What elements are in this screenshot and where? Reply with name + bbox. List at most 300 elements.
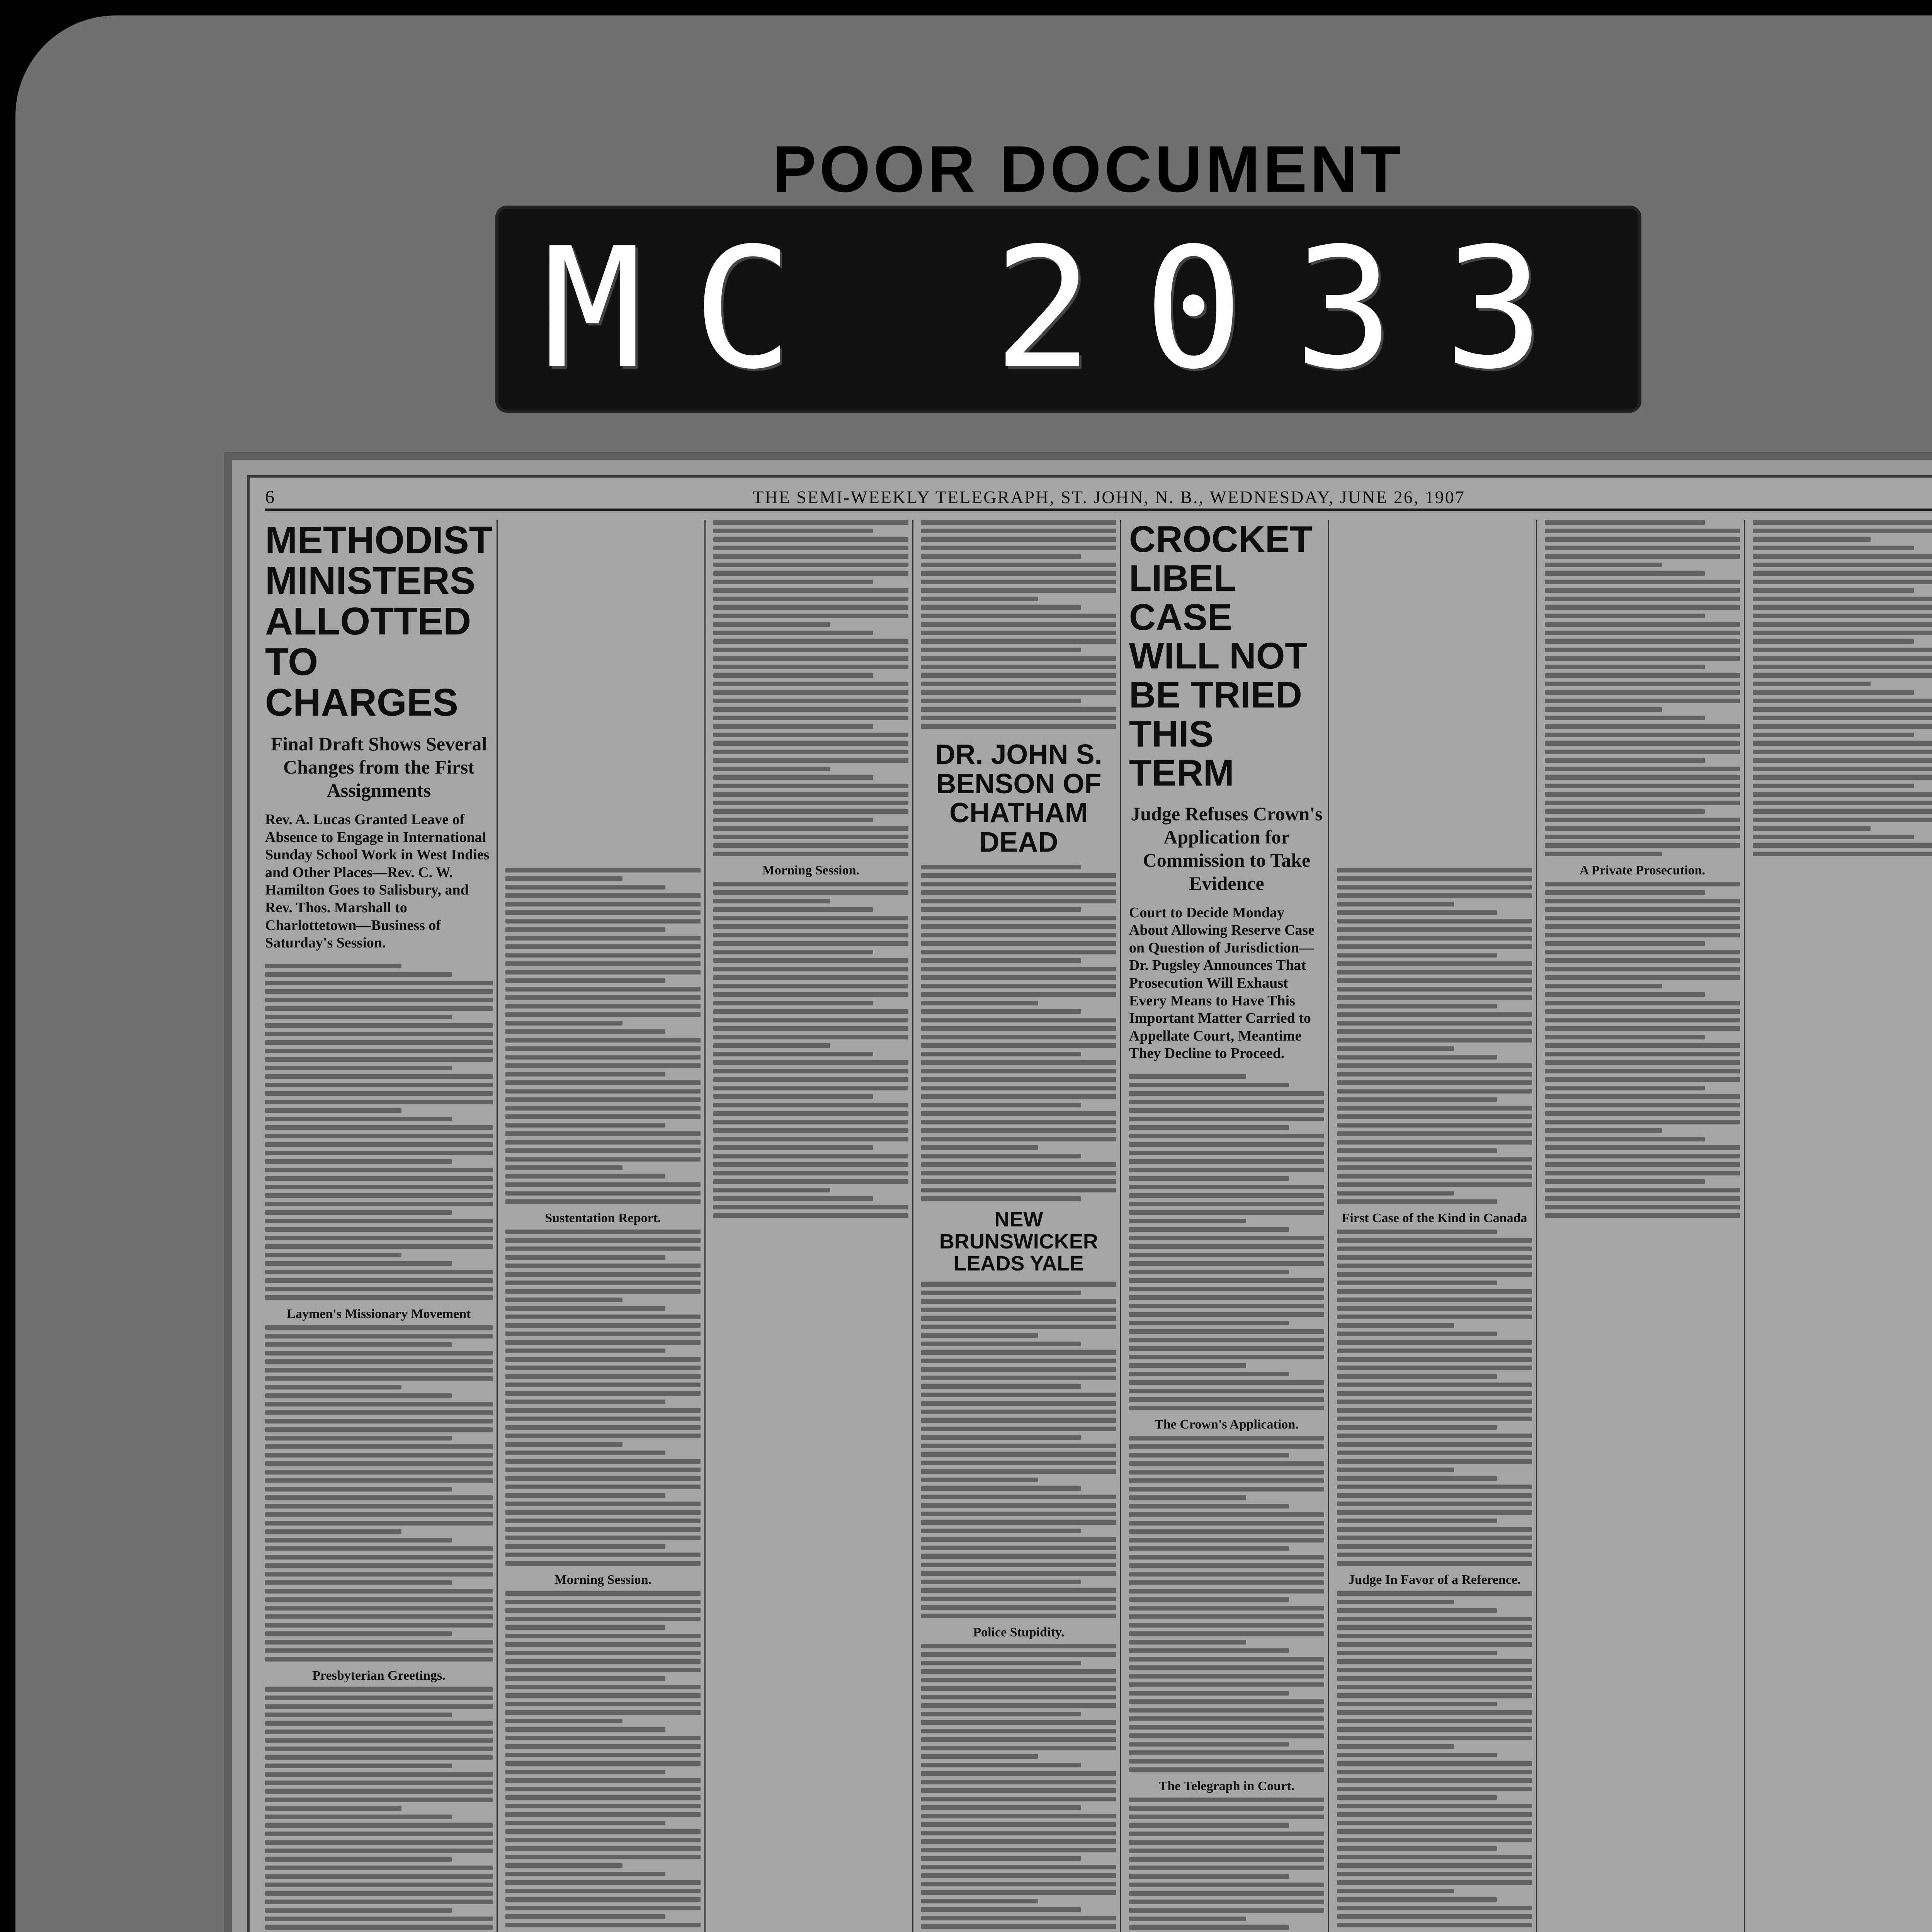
text-line xyxy=(921,699,1081,703)
text-line xyxy=(921,1563,1116,1567)
text-line xyxy=(921,1154,1081,1158)
text-line xyxy=(1337,1897,1497,1902)
text-line xyxy=(1337,1400,1532,1404)
text-line xyxy=(1337,876,1532,881)
text-line xyxy=(265,1295,493,1300)
text-line xyxy=(1337,1846,1497,1851)
text-line xyxy=(1753,809,1932,814)
text-line xyxy=(1337,1468,1454,1472)
text-line xyxy=(265,1376,493,1381)
text-line xyxy=(265,1908,452,1913)
text-line xyxy=(921,563,1116,567)
text-line xyxy=(265,1657,493,1662)
text-line xyxy=(921,1359,1116,1363)
text-line xyxy=(265,1015,452,1019)
text-line xyxy=(921,1410,1116,1414)
text-line xyxy=(1753,571,1932,576)
text-line xyxy=(505,1872,665,1876)
text-line xyxy=(713,1052,873,1056)
text-line xyxy=(921,873,1116,878)
text-line xyxy=(921,1614,1116,1618)
text-line xyxy=(921,1137,1116,1141)
text-line xyxy=(505,1199,701,1204)
text-line xyxy=(713,605,908,610)
text-line xyxy=(1337,919,1532,923)
text-line xyxy=(1129,1538,1324,1543)
text-line xyxy=(505,1080,701,1085)
text-line xyxy=(505,1255,665,1260)
text-line xyxy=(265,1580,452,1585)
text-line xyxy=(713,1111,908,1116)
text-line xyxy=(1129,1478,1324,1483)
section-private-prosecution: A Private Prosecution. xyxy=(1579,863,1706,878)
text-line xyxy=(265,1832,493,1836)
text-line xyxy=(921,950,1116,954)
text-line xyxy=(265,1538,452,1543)
text-line xyxy=(505,1417,701,1421)
text-line xyxy=(505,1519,701,1523)
text-line xyxy=(713,801,908,805)
text-line xyxy=(921,1652,1116,1657)
text-line xyxy=(265,1125,493,1130)
col4-body-c xyxy=(921,1282,1116,1618)
col6-body-b xyxy=(1337,1230,1532,1566)
text-line xyxy=(1545,656,1740,661)
text-line xyxy=(1129,1759,1324,1764)
text-line xyxy=(713,809,908,814)
text-line xyxy=(265,1823,493,1828)
text-line xyxy=(1545,529,1740,533)
text-line xyxy=(1129,1849,1324,1853)
text-line xyxy=(1129,1716,1324,1721)
text-line xyxy=(1337,1063,1532,1068)
text-line xyxy=(921,907,1081,912)
text-line xyxy=(921,1308,1116,1312)
text-line xyxy=(1129,1074,1246,1079)
text-line xyxy=(1337,1855,1532,1859)
newspaper-page xyxy=(232,460,1932,1932)
masthead-title: THE SEMI-WEEKLY TELEGRAPH, ST. JOHN, N. B., WEDNESDAY, JUNE 26, 1907 xyxy=(753,487,1465,507)
text-line xyxy=(1545,1111,1740,1116)
text-line xyxy=(713,1205,908,1209)
text-line xyxy=(505,1366,701,1370)
text-line xyxy=(265,1648,493,1653)
text-line xyxy=(505,1485,701,1489)
text-line xyxy=(921,1537,1116,1542)
text-line xyxy=(265,989,493,994)
text-line xyxy=(713,792,908,797)
text-line xyxy=(505,1459,701,1464)
text-line xyxy=(1545,648,1740,652)
text-line xyxy=(1129,1682,1324,1687)
text-line xyxy=(265,1614,493,1619)
text-line xyxy=(713,784,908,788)
text-line xyxy=(921,924,1116,929)
text-line xyxy=(505,1383,701,1387)
text-line xyxy=(505,1544,665,1549)
text-line xyxy=(1545,992,1705,997)
text-line xyxy=(1337,1199,1497,1204)
text-line xyxy=(265,1278,493,1283)
text-line xyxy=(505,1425,701,1430)
text-line xyxy=(1753,818,1932,822)
text-line xyxy=(1337,1230,1497,1234)
text-line xyxy=(1337,1425,1497,1430)
text-line xyxy=(921,1094,1116,1099)
text-line xyxy=(1753,852,1932,856)
text-line xyxy=(713,975,908,980)
text-line xyxy=(1337,1527,1532,1532)
text-line xyxy=(505,987,701,992)
text-line xyxy=(505,1493,665,1498)
benson-headline: DR. JOHN S. BENSON OF CHATHAM DEAD xyxy=(935,739,1102,858)
text-line xyxy=(505,1046,701,1051)
text-line xyxy=(1129,1699,1324,1704)
text-line xyxy=(713,984,908,988)
text-line xyxy=(713,882,908,886)
text-line xyxy=(505,1323,701,1328)
text-line xyxy=(1129,1823,1289,1828)
masthead xyxy=(265,485,1932,511)
text-line xyxy=(1545,758,1705,763)
text-line xyxy=(1545,699,1740,703)
text-line xyxy=(713,1145,873,1150)
text-line xyxy=(1753,682,1871,686)
text-line xyxy=(713,1026,908,1031)
text-line xyxy=(1337,1693,1532,1698)
text-line xyxy=(505,1502,701,1506)
text-line xyxy=(265,1159,452,1164)
text-line xyxy=(1545,916,1740,920)
text-line xyxy=(921,546,1116,550)
text-line xyxy=(1545,1086,1705,1090)
text-line xyxy=(1129,1580,1324,1585)
text-line xyxy=(1545,1162,1740,1167)
text-line xyxy=(713,1103,908,1107)
text-line xyxy=(921,1916,1116,1920)
text-line xyxy=(921,1009,1081,1014)
text-line xyxy=(921,1924,1116,1929)
text-line xyxy=(1753,724,1932,729)
col8-body-a xyxy=(1753,520,1932,856)
text-line xyxy=(265,1091,493,1096)
text-line xyxy=(713,546,908,550)
text-line xyxy=(1545,907,1740,912)
text-line xyxy=(505,1004,701,1009)
text-line xyxy=(1545,767,1740,771)
text-line xyxy=(1129,1750,1324,1755)
crocket-headline: CROCKET LIBEL CASE WILL NOT BE TRIED THIS TERM xyxy=(1129,519,1313,794)
text-line xyxy=(1337,1685,1532,1689)
text-line xyxy=(1129,1589,1324,1594)
text-line xyxy=(1129,1287,1324,1291)
methodist-body-c xyxy=(265,1687,493,1932)
text-line xyxy=(921,1771,1116,1776)
text-line xyxy=(265,1806,401,1811)
text-line xyxy=(1129,1355,1324,1359)
text-line xyxy=(921,958,1081,963)
text-line xyxy=(921,1043,1116,1048)
text-line xyxy=(921,1018,1116,1022)
text-line xyxy=(1129,1742,1289,1747)
text-line xyxy=(1337,1651,1497,1655)
text-line xyxy=(921,1899,1038,1903)
section-laymen: Laymen's Missionary Movement xyxy=(287,1306,471,1321)
text-line xyxy=(921,1605,1116,1610)
text-line xyxy=(1545,580,1740,584)
col2-body-c xyxy=(505,1591,701,1927)
text-line xyxy=(921,1695,1116,1699)
text-line xyxy=(1129,1657,1324,1662)
section-first-case: First Case of the Kind in Canada xyxy=(1342,1211,1527,1225)
text-line xyxy=(505,1668,701,1672)
text-line xyxy=(505,1131,701,1136)
text-line xyxy=(713,1094,873,1099)
text-line xyxy=(505,1659,701,1664)
methodist-subhead: Final Draft Shows Several Changes from the First Assignments xyxy=(270,733,487,801)
text-line xyxy=(921,707,1116,712)
text-line xyxy=(921,690,1116,695)
article-columns xyxy=(265,520,1932,1932)
text-line xyxy=(1337,1591,1532,1596)
text-line xyxy=(1753,614,1932,618)
text-line xyxy=(921,597,1038,601)
text-line xyxy=(921,1737,1116,1742)
text-line xyxy=(1545,537,1740,542)
text-line xyxy=(1129,1866,1324,1870)
text-line xyxy=(1129,1159,1324,1164)
text-line xyxy=(1545,690,1740,695)
text-line xyxy=(921,1001,1038,1005)
text-line xyxy=(1129,1142,1324,1147)
text-line xyxy=(921,605,1081,610)
text-line xyxy=(265,1738,493,1743)
text-line xyxy=(1129,1546,1289,1551)
text-line xyxy=(921,1452,1116,1457)
text-line xyxy=(713,1043,830,1048)
text-line xyxy=(505,1182,701,1187)
text-line xyxy=(505,1021,622,1026)
text-line xyxy=(1337,1080,1532,1085)
text-line xyxy=(1337,1544,1532,1549)
text-line xyxy=(265,1083,493,1087)
text-line xyxy=(1129,1453,1289,1458)
text-line xyxy=(1753,639,1914,644)
text-line xyxy=(1129,1917,1246,1921)
text-line xyxy=(921,554,1081,559)
text-line xyxy=(1337,1046,1454,1051)
text-line xyxy=(713,924,908,929)
text-line xyxy=(265,1385,401,1389)
text-line xyxy=(1129,1832,1324,1836)
text-line xyxy=(1337,1510,1532,1515)
text-line xyxy=(1129,1091,1324,1096)
text-line xyxy=(1753,835,1914,839)
text-line xyxy=(505,1114,701,1119)
text-line xyxy=(1545,750,1740,754)
text-line xyxy=(505,1247,701,1251)
text-line xyxy=(1337,1106,1532,1111)
text-line xyxy=(921,665,1116,669)
text-line xyxy=(1337,1298,1532,1302)
text-line xyxy=(265,1704,493,1709)
text-line xyxy=(713,707,908,712)
crocket-subhead: Judge Refuses Crown's Application for Commission to Take Evidence xyxy=(1131,803,1323,894)
text-line xyxy=(1337,1459,1532,1464)
section-presbyterian: Presbyterian Greetings. xyxy=(312,1668,446,1683)
text-line xyxy=(921,1571,1116,1576)
text-line xyxy=(505,876,622,881)
text-line xyxy=(713,537,908,542)
text-line xyxy=(1129,1312,1324,1317)
text-line xyxy=(1545,784,1740,788)
text-line xyxy=(505,1264,701,1268)
text-line xyxy=(265,1253,401,1257)
text-line xyxy=(921,580,1116,584)
text-line xyxy=(1337,970,1532,975)
text-line xyxy=(921,1316,1116,1321)
text-line xyxy=(1129,1295,1324,1300)
text-line xyxy=(1545,1179,1705,1184)
text-line xyxy=(921,1822,1116,1827)
text-line xyxy=(505,1600,701,1604)
text-line xyxy=(921,1291,1081,1295)
text-line xyxy=(265,1849,493,1853)
text-line xyxy=(1129,1495,1246,1500)
text-line xyxy=(505,1272,701,1277)
text-line xyxy=(1129,1806,1324,1811)
text-line xyxy=(265,1730,493,1734)
text-line xyxy=(265,1487,452,1492)
text-line xyxy=(1337,1182,1532,1187)
text-line xyxy=(1129,1380,1324,1385)
text-line xyxy=(1129,1674,1324,1679)
text-line xyxy=(1545,1077,1740,1082)
text-line xyxy=(505,1651,701,1655)
column-4 xyxy=(921,520,1121,1932)
text-line xyxy=(1129,1572,1324,1577)
text-line xyxy=(1337,893,1532,898)
text-line xyxy=(713,916,908,920)
text-line xyxy=(713,1179,908,1184)
text-line xyxy=(921,1580,1081,1584)
text-line xyxy=(1337,1012,1532,1017)
text-line xyxy=(1337,1174,1532,1179)
text-line xyxy=(1753,750,1932,754)
text-line xyxy=(1129,1100,1324,1104)
column-7 xyxy=(1545,520,1745,1932)
text-line xyxy=(1337,1451,1532,1455)
text-line xyxy=(1753,605,1932,610)
text-line xyxy=(921,890,1116,895)
text-line xyxy=(1337,1315,1532,1319)
text-line xyxy=(265,1193,493,1198)
crocket-body-a xyxy=(1129,1074,1324,1410)
text-line xyxy=(265,1696,493,1700)
text-line xyxy=(265,1917,493,1921)
text-line xyxy=(921,1052,1081,1056)
text-line xyxy=(1129,1521,1324,1526)
text-line xyxy=(921,1145,1038,1150)
text-line xyxy=(1337,1165,1532,1170)
methodist-body-a xyxy=(265,964,493,1300)
text-line xyxy=(265,1589,493,1594)
text-line xyxy=(1337,1029,1532,1034)
text-line xyxy=(1545,1043,1740,1048)
text-line xyxy=(1337,1617,1532,1621)
text-line xyxy=(1337,1114,1532,1119)
text-line xyxy=(1337,1502,1532,1506)
text-line xyxy=(921,1907,1081,1912)
text-line xyxy=(713,941,908,946)
text-line xyxy=(921,1678,1116,1682)
text-line xyxy=(1129,1708,1324,1713)
text-line xyxy=(505,1298,622,1302)
text-line xyxy=(921,1120,1116,1124)
text-line xyxy=(713,588,908,593)
text-line xyxy=(505,1408,701,1413)
text-line xyxy=(265,1427,493,1432)
text-line xyxy=(265,1891,493,1896)
section-judge-favor: Judge In Favor of a Reference. xyxy=(1348,1573,1521,1587)
text-line xyxy=(1753,554,1932,559)
text-line xyxy=(265,1057,493,1062)
text-line xyxy=(265,1023,493,1028)
text-line xyxy=(1337,1719,1532,1723)
text-line xyxy=(505,1349,665,1353)
text-line xyxy=(713,741,908,746)
text-line xyxy=(1337,1289,1532,1294)
text-line xyxy=(921,899,1116,903)
text-line xyxy=(921,865,1081,869)
newspaper-inner xyxy=(247,475,1932,1932)
text-line xyxy=(1337,961,1532,966)
section-telegraph-court: The Telegraph in Court. xyxy=(1158,1779,1295,1793)
text-line xyxy=(1129,1691,1289,1696)
text-line xyxy=(1129,1202,1324,1206)
text-line xyxy=(1337,1097,1497,1102)
text-line xyxy=(713,631,873,635)
text-line xyxy=(265,1185,493,1189)
text-line xyxy=(265,1325,493,1330)
text-line xyxy=(265,1883,493,1887)
text-line xyxy=(1337,1778,1532,1783)
text-line xyxy=(1337,1863,1532,1868)
text-line xyxy=(921,1597,1116,1601)
text-line xyxy=(505,868,701,872)
text-line xyxy=(921,882,1116,886)
text-line xyxy=(1337,885,1532,889)
text-line xyxy=(921,1848,1116,1852)
text-line xyxy=(921,1128,1116,1133)
text-line xyxy=(1337,1710,1532,1715)
text-line xyxy=(1545,809,1705,814)
text-line xyxy=(713,818,873,822)
text-line xyxy=(1545,852,1662,856)
text-line xyxy=(713,699,908,703)
text-line xyxy=(265,1227,493,1232)
text-line xyxy=(265,1478,493,1483)
section-sustentation: Sustentation Report. xyxy=(545,1211,661,1225)
text-line xyxy=(1337,1553,1532,1557)
text-line xyxy=(1753,546,1914,550)
text-line xyxy=(921,588,1116,593)
text-line xyxy=(1753,622,1932,627)
text-line xyxy=(713,1196,873,1201)
col4-body-b xyxy=(921,865,1116,1201)
col7-body-a xyxy=(1545,520,1740,856)
text-line xyxy=(713,1128,908,1133)
